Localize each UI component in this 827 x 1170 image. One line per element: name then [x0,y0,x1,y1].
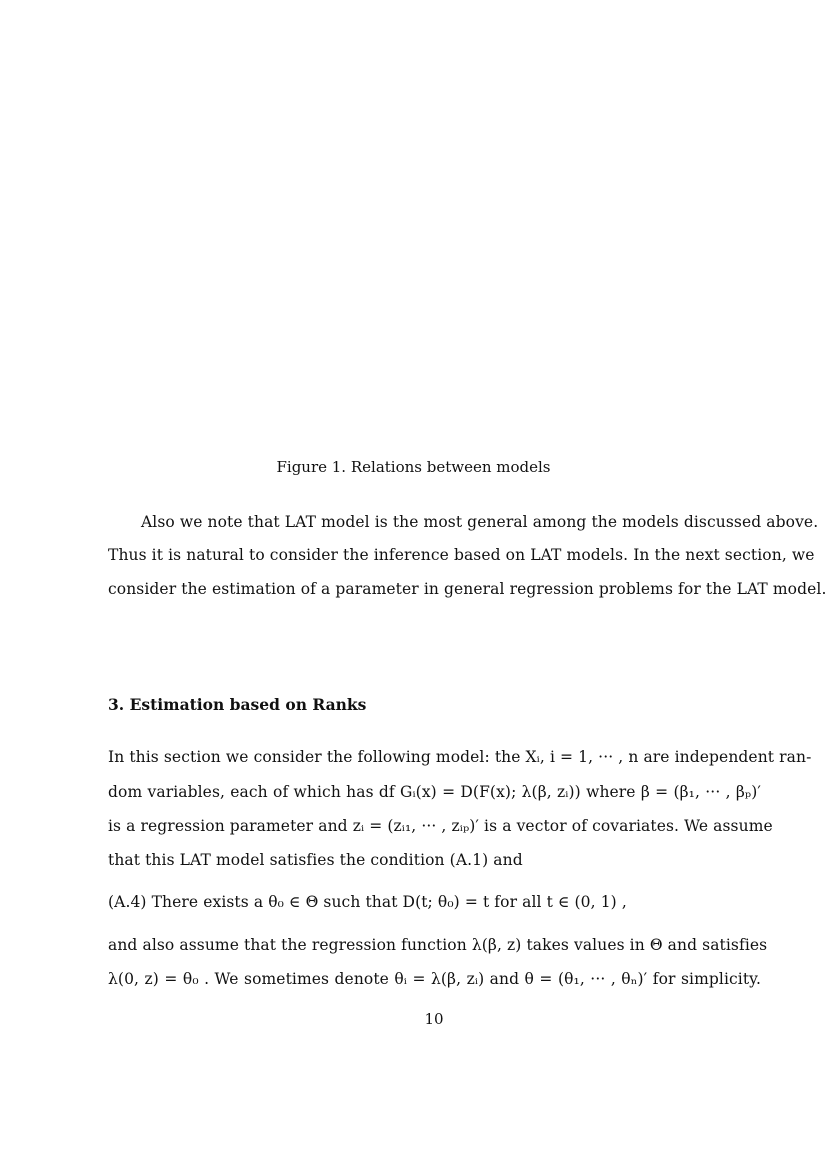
page-number: 10 [424,1010,444,1028]
section-heading: 3. Estimation based on Ranks [108,695,367,714]
text-line: is a regression parameter and zᵢ = (zᵢ₁, ··· , zᵢₚ)′ is a vector of covariates. We assume [108,817,773,835]
text-line: that this LAT model satisfies the condition (A.1) and [108,851,523,869]
condition-a4: (A.4) There exists a θ₀ ∈ Θ such that D(t; θ₀) = t for all t ∈ (0, 1) , [108,893,627,911]
text-line: λ(0, z) = θ₀ . We sometimes denote θᵢ = λ(β, zᵢ) and θ = (θ₁, ··· , θₙ)′ for simplicity. [108,970,761,988]
text-line: and also assume that the regression function λ(β, z) takes values in Θ and satisfies [108,936,768,954]
text-line: Thus it is natural to consider the inference based on LAT models. In the next section, we [108,546,815,564]
text-line: consider the estimation of a parameter in general regression problems for the LAT model. [108,580,827,598]
text-line: dom variables, each of which has df Gᵢ(x) = D(F(x); λ(β, zᵢ)) where β = (β₁, ··· , βₚ)′ [108,783,761,801]
text-line: In this section we consider the following model: the Xᵢ, i = 1, ··· , n are independent ran- [108,748,812,766]
text-line: Also we note that LAT model is the most general among the models discussed above. [141,513,819,531]
figure-caption: Figure 1. Relations between models [276,458,551,476]
